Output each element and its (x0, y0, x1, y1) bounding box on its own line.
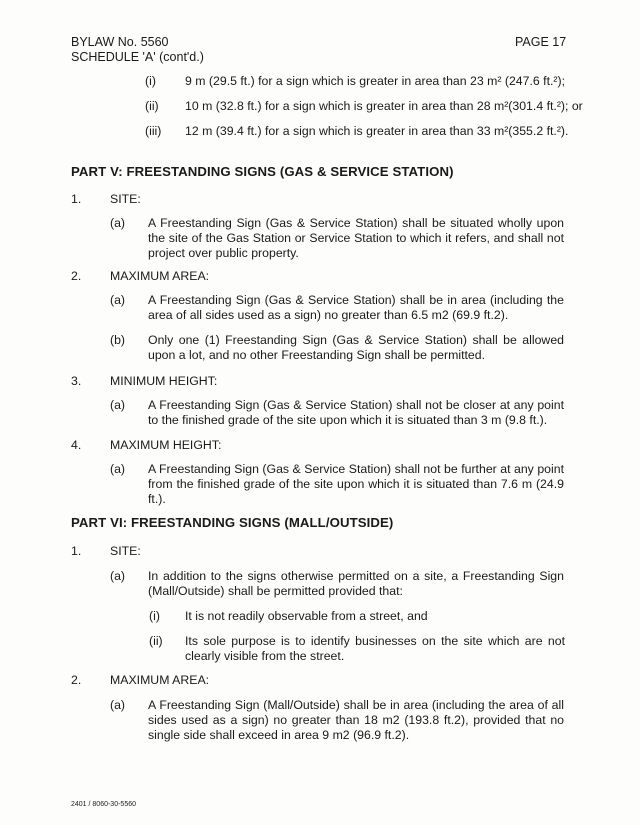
section-number: 4. (71, 438, 82, 452)
section-label: MAXIMUM AREA: (110, 673, 210, 687)
item-number: (ii) (145, 99, 159, 113)
section-label: SITE: (110, 192, 141, 206)
page-number: PAGE 17 (515, 35, 567, 49)
subclause-text: It is not readily observable from a street, and (185, 609, 428, 623)
section-label: MAXIMUM HEIGHT: (110, 438, 222, 452)
item-text: 12 m (39.4 ft.) for a sign which is greater in area than 33 m²(355.2 ft.²). (185, 124, 569, 138)
clause-number: (a) (110, 216, 126, 230)
clause-number: (a) (110, 569, 126, 583)
clause-text: A Freestanding Sign (Gas & Service Station) shall be in area (including the area of all sides used as a sign) no greater than 6.5 m2 (69.9 ft.2). (148, 293, 564, 322)
clause-number: (a) (110, 462, 126, 476)
schedule-label: SCHEDULE 'A' (cont'd.) (71, 50, 204, 64)
section-label: MAXIMUM AREA: (110, 269, 210, 283)
document-reference: 2401 / 8060-30-5560 (71, 801, 136, 808)
clause-text: A Freestanding Sign (Gas & Service Station) shall not be closer at any point to the finished grade of the site upon which it is situated than 3 m (9.8 ft.). (148, 398, 564, 427)
subclause-number: (i) (149, 609, 160, 623)
clause-text: Only one (1) Freestanding Sign (Gas & Service Station) shall be allowed upon a lot, and no other Freestanding Sign shall be permitted. (148, 333, 564, 362)
section-label: SITE: (110, 544, 141, 558)
bylaw-number: BYLAW No. 5560 (71, 35, 169, 49)
part5-heading: PART V: FREESTANDING SIGNS (GAS & SERVICE STATION) (71, 164, 454, 179)
clause-text: In addition to the signs otherwise permitted on a site, a Freestanding Sign (Mall/Outside) shall be permitted provided that: (148, 569, 564, 598)
section-number: 2. (71, 673, 82, 687)
clause-number: (a) (110, 293, 126, 307)
section-number: 1. (71, 544, 82, 558)
section-number: 3. (71, 374, 82, 388)
item-text: 10 m (32.8 ft.) for a sign which is greater in area than 28 m²(301.4 ft.²); or (185, 99, 583, 113)
clause-text: A Freestanding Sign (Mall/Outside) shall be in area (including the area of all sides used as a sign) no greater than 18 m2 (193.8 ft.2), provided that no single side shall exceed in area 9 m2 (96.9 ft.2). (148, 698, 564, 742)
section-label: MINIMUM HEIGHT: (110, 374, 218, 388)
part6-heading: PART VI: FREESTANDING SIGNS (MALL/OUTSIDE) (71, 515, 394, 530)
clause-text: A Freestanding Sign (Gas & Service Station) shall not be further at any point from the finished grade of the site upon which it is situated than 7.6 m (24.9 ft.). (148, 462, 564, 506)
clause-number: (a) (110, 398, 126, 412)
clause-text: A Freestanding Sign (Gas & Service Station) shall be situated wholly upon the site of the Gas Station or Service Station to which it refers, and shall not project over public property. (148, 216, 564, 260)
section-number: 1. (71, 192, 82, 206)
section-number: 2. (71, 269, 82, 283)
subclause-text: Its sole purpose is to identify businesses on the site which are not clearly visible from the street. (185, 634, 565, 663)
item-number: (iii) (145, 124, 162, 138)
clause-number: (b) (110, 333, 126, 347)
clause-number: (a) (110, 698, 126, 712)
item-text: 9 m (29.5 ft.) for a sign which is greater in area than 23 m² (247.6 ft.²); (185, 74, 566, 88)
subclause-number: (ii) (149, 634, 163, 648)
item-number: (i) (145, 74, 156, 88)
